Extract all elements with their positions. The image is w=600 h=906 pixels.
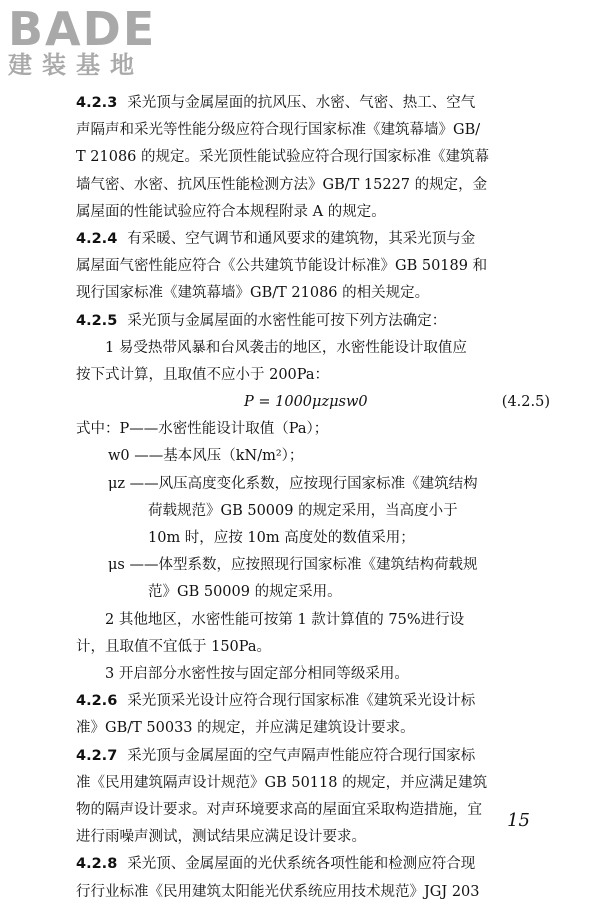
item-1-line: 1 易受热带风暴和台风袭击的地区，水密性能设计取值应	[105, 339, 467, 356]
section-4-2-6	[76, 688, 550, 742]
section-4-2-3	[76, 90, 550, 226]
clause-number: 4.2.6	[76, 693, 118, 710]
text-line: T 21086 的规定。采光顶性能试验应符合现行国家标准《建筑幕	[76, 149, 490, 166]
formula-expression: P = 1000μzμsw0	[244, 394, 368, 411]
definition-line: 式中：P——水密性能设计取值（Pa）；	[76, 421, 329, 438]
bade-logo	[8, 4, 178, 78]
clause-number: 4.2.4	[76, 231, 118, 248]
definition-line: μs ——体型系数，应按照现行国家标准《建筑结构荷载规	[108, 557, 478, 574]
symbol-definitions	[76, 416, 550, 606]
logo-sub-text: 建装基地	[8, 51, 144, 79]
definition-line: 范》GB 50009 的规定采用。	[148, 584, 342, 601]
text-line: 准《民用建筑隔声设计规范》GB 50118 的规定，并应满足建筑	[76, 774, 488, 791]
text-line: 进行雨噪声测试，测试结果应满足设计要求。	[76, 829, 366, 846]
clause-number: 4.2.3	[76, 95, 118, 111]
section-4-2-8	[76, 851, 550, 905]
item-2-line: 2 其他地区，水密性能可按第 1 款计算值的 75%进行设	[105, 611, 465, 628]
text-line: 采光顶与金属屋面的空气声隔声性能应符合现行国家标	[127, 747, 476, 764]
text-line: 采光顶采光设计应符合现行国家标准《建筑采光设计标	[127, 693, 476, 710]
text-line: 物的隔声设计要求。对声环境要求高的屋面宜采取构造措施，宜	[76, 802, 482, 819]
section-4-2-5	[76, 308, 550, 689]
text-line: 行行业标准《民用建筑太阳能光伏系统应用技术规范》JGJ 203	[76, 883, 480, 900]
definition-line: w0 ——基本风压（kN/m²）；	[108, 448, 304, 465]
definition-line: 荷载规范》GB 50009 的规定采用，当高度小于	[148, 502, 458, 519]
definition-line: 10m 时，应按 10m 高度处的数值采用；	[148, 530, 415, 547]
text-line: 采光顶与金属屋面的水密性能可按下列方法确定：	[127, 312, 447, 329]
section-4-2-4	[76, 226, 550, 308]
item-1-line: 按下式计算，且取值不应小于 200Pa：	[76, 367, 330, 384]
formula-number: (4.2.5)	[501, 394, 550, 411]
section-4-2-7	[76, 743, 550, 852]
definition-line: μz ——风压高度变化系数，应按现行国家标准《建筑结构	[108, 475, 478, 492]
text-line: 属屋面气密性能应符合《公共建筑节能设计标准》GB 50189 和	[76, 258, 488, 275]
text-line: 属屋面的性能试验应符合本规程附录 A 的规定。	[76, 203, 386, 220]
page-number: 15	[507, 810, 530, 831]
item-2-line: 计，且取值不宜低于 150Pa。	[76, 638, 272, 655]
text-line: 准》GB/T 50033 的规定，并应满足建筑设计要求。	[76, 720, 415, 737]
logo-main-text: BADE	[8, 2, 157, 56]
text-line: 采光顶、金属屋面的光伏系统各项性能和检测应符合现	[127, 856, 476, 873]
clause-number: 4.2.7	[76, 747, 118, 764]
clause-number: 4.2.5	[76, 312, 118, 329]
item-3-line: 3 开启部分水密性按与固定部分相同等级采用。	[105, 666, 409, 683]
text-line: 墙气密、水密、抗风压性能检测方法》GB/T 15227 的规定，金	[76, 176, 488, 193]
text-line: 声隔声和采光等性能分级应符合现行国家标准《建筑幕墙》GB/	[76, 122, 481, 139]
text-line: 现行国家标准《建筑幕墙》GB/T 21086 的相关规定。	[76, 285, 430, 302]
document-body	[76, 90, 550, 906]
clause-number: 4.2.8	[76, 856, 118, 873]
text-line: 采光顶与金属屋面的抗风压、水密、气密、热工、空气	[127, 95, 476, 111]
formula-4-2-5	[76, 389, 550, 416]
text-line: 有采暖、空气调节和通风要求的建筑物，其采光顶与金	[127, 231, 476, 248]
